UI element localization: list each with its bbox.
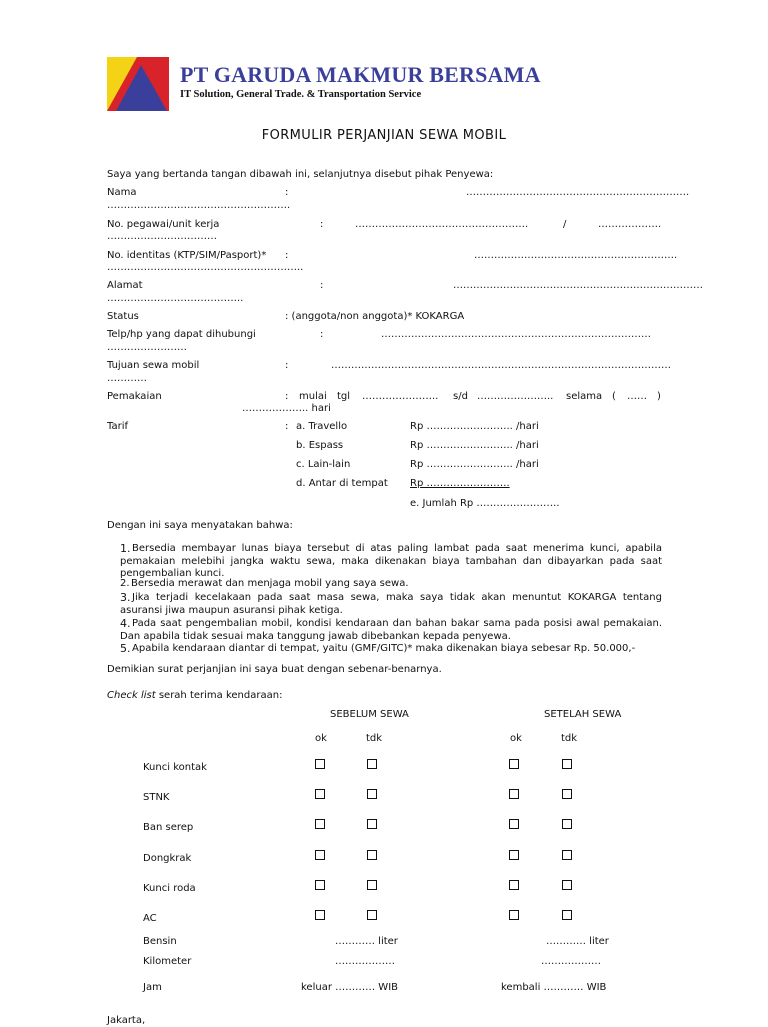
before-ok-checkbox[interactable] [315, 910, 325, 920]
colon: : [285, 187, 289, 198]
jam-after[interactable]: kembali ………… WIB [501, 982, 607, 993]
pemakaian-mulai: mulai [299, 391, 327, 402]
tarif-name: c. Lain-lain [296, 459, 351, 470]
duration-days[interactable]: ……………….. hari [242, 403, 331, 414]
kilometer-after[interactable]: ……………… [541, 956, 601, 967]
nama-input-line-2[interactable]: ………………………………………………. [107, 200, 291, 211]
ok-header: ok [510, 733, 522, 744]
field-label-pegawai: No. pegawai/unit kerja [107, 219, 220, 230]
bensin-after[interactable]: ………… liter [546, 936, 609, 947]
after-tdk-checkbox[interactable] [562, 819, 572, 829]
after-ok-checkbox[interactable] [509, 850, 519, 860]
colon: : [320, 219, 324, 230]
alamat-input-line-2[interactable]: ………………………………….. [107, 293, 244, 304]
kilometer-before[interactable]: ……………… [335, 956, 395, 967]
status-options: : (anggota/non anggota)* KOKARGA [285, 311, 465, 322]
before-tdk-checkbox[interactable] [367, 850, 377, 860]
tujuan-input-line[interactable]: ………………………………………………………………………………………… [331, 360, 671, 371]
checklist-item-label: Ban serep [143, 822, 194, 833]
unit-input-line[interactable]: ………………. [598, 219, 662, 230]
before-tdk-checkbox[interactable] [367, 759, 377, 769]
checklist-item-label: AC [143, 913, 157, 924]
colon: : [285, 421, 289, 432]
statement-item: Bersedia merawat dan menjaga mobil yang saya sewa. [131, 578, 409, 589]
checklist-item-label: Kunci kontak [143, 762, 207, 773]
after-ok-checkbox[interactable] [509, 819, 519, 829]
checklist-label: serah terima kendaraan: [158, 690, 283, 701]
tarif-name: d. Antar di tempat [296, 478, 388, 489]
statement-item: Jika terjadi kecelakaan pada saat masa sewa, maka saya tidak akan menuntut KOKARGA tentang asuransi jiwa maupun asuransi pihak ketiga. [120, 592, 662, 616]
after-ok-checkbox[interactable] [509, 789, 519, 799]
start-date-input[interactable]: ………………….. [362, 391, 439, 402]
end-date-input[interactable]: ………………….. [477, 391, 554, 402]
pegawai-input-line-2[interactable]: …………………………… [107, 231, 217, 242]
tarif-name: b. Espass [296, 440, 344, 451]
field-label-nama: Nama [107, 187, 137, 198]
tarif-price[interactable]: Rp …………………….. /hari [410, 421, 539, 432]
after-ok-checkbox[interactable] [509, 910, 519, 920]
field-label-tarif: Tarif [107, 421, 128, 432]
before-tdk-checkbox[interactable] [367, 789, 377, 799]
tarif-price[interactable]: Rp …………………….. /hari [410, 440, 539, 451]
colon: : [285, 360, 289, 371]
company-logo [107, 57, 169, 111]
colon: : [285, 250, 289, 261]
page-title: FORMULIR PERJANJIAN SEWA MOBIL [261, 128, 507, 143]
tdk-header: tdk [366, 733, 383, 744]
tujuan-input-line-2[interactable]: ………… [107, 373, 147, 384]
bensin-label: Bensin [143, 936, 177, 947]
after-tdk-checkbox[interactable] [562, 789, 572, 799]
duration-input[interactable]: …… [627, 391, 647, 402]
company-name: PT GARUDA MAKMUR BERSAMA [180, 62, 541, 87]
tarif-total[interactable]: e. Jumlah Rp ……………………. [410, 498, 560, 509]
before-tdk-checkbox[interactable] [367, 880, 377, 890]
kilometer-label: Kilometer [143, 956, 192, 967]
field-label-status: Status [107, 311, 139, 322]
after-tdk-checkbox[interactable] [562, 759, 572, 769]
statement-item: Bersedia membayar lunas biaya tersebut di atas paling lambat pada saat menerima kunci, apabila pemakaian melebihi jangka waktu sewa, maka dikenakan biaya tambahan dan dibayarkan pada saat pengembalian kunci. [120, 543, 662, 579]
before-ok-checkbox[interactable] [315, 880, 325, 890]
telp-input-line[interactable]: ……………………………………………………………………… [381, 329, 651, 340]
before-tdk-checkbox[interactable] [367, 910, 377, 920]
before-ok-checkbox[interactable] [315, 850, 325, 860]
list-number: 3. [120, 591, 131, 604]
colon: : [320, 280, 324, 291]
pemakaian-tgl: tgl [337, 391, 351, 402]
field-label-identitas: No. identitas (KTP/SIM/Pasport)* [107, 250, 267, 261]
field-label-tujuan: Tujuan sewa mobil [107, 360, 200, 371]
checklist-item-label: Kunci roda [143, 883, 196, 894]
identitas-input-line-2[interactable]: ………………………………………………….. [107, 262, 304, 273]
field-label-telp: Telp/hp yang dapat dihubungi [107, 329, 256, 340]
before-ok-checkbox[interactable] [315, 759, 325, 769]
jam-label: Jam [143, 982, 162, 993]
after-header: SETELAH SEWA [544, 709, 622, 720]
field-label-alamat: Alamat [107, 280, 143, 291]
ok-header: ok [315, 733, 327, 744]
paren-open: ( [612, 391, 616, 402]
before-tdk-checkbox[interactable] [367, 819, 377, 829]
statement-item: Pada saat pengembalian mobil, kondisi kendaraan dan bahan bakar sama pada posisi awal pemakaian. Dan apabila tidak sesuai maka tanggung jawab dibebankan kepada penyewa. [120, 618, 662, 642]
field-label-pemakaian: Pemakaian [107, 391, 162, 402]
bensin-before[interactable]: ………… liter [335, 936, 398, 947]
before-ok-checkbox[interactable] [315, 789, 325, 799]
pegawai-input-line[interactable]: ……………………………………………. [355, 219, 529, 230]
nama-input-line[interactable]: …………………………………………………………. [466, 187, 690, 198]
tarif-price[interactable]: Rp ……………………. [410, 478, 510, 489]
tdk-header: tdk [561, 733, 578, 744]
checklist-item-label: STNK [143, 792, 170, 803]
list-number: 2. [120, 578, 130, 589]
colon: : [285, 391, 289, 402]
checklist-heading [107, 690, 282, 702]
colon: : [320, 329, 324, 340]
pemakaian-sd: s/d [453, 391, 468, 402]
list-number: 1. [120, 542, 131, 555]
after-ok-checkbox[interactable] [509, 759, 519, 769]
statement-closing: Demikian surat perjanjian ini saya buat dengan sebenar-benarnya. [107, 664, 442, 675]
before-ok-checkbox[interactable] [315, 819, 325, 829]
statement-intro: Dengan ini saya menyatakan bahwa: [107, 520, 293, 531]
tarif-name: a. Travello [296, 421, 348, 432]
pemakaian-selama: selama [566, 391, 603, 402]
telp-input-line-2[interactable]: …………………… [107, 342, 187, 353]
footer-city: Jakarta, [107, 1015, 146, 1026]
after-tdk-checkbox[interactable] [562, 850, 572, 860]
company-tagline: IT Solution, General Trade. & Transportation Service [180, 89, 422, 100]
identitas-input-line[interactable]: ……………………………………………………. [474, 250, 678, 261]
checklist-item-label: Dongkrak [143, 853, 192, 864]
pegawai-slash: / [563, 219, 567, 230]
jam-before[interactable]: keluar ………… WIB [301, 982, 398, 993]
tarif-price[interactable]: Rp …………………….. /hari [410, 459, 539, 470]
after-tdk-checkbox[interactable] [562, 910, 572, 920]
statement-item: Apabila kendaraan diantar di tempat, yaitu (GMF/GITC)* maka dikenakan biaya sebesar Rp. 50.000,- [132, 643, 636, 654]
list-number: 4. [120, 617, 131, 630]
alamat-input-line[interactable]: ………………………………………………………………… [453, 280, 703, 291]
after-ok-checkbox[interactable] [509, 880, 519, 890]
intro-text: Saya yang bertanda tangan dibawah ini, selanjutnya disebut pihak Penyewa: [107, 169, 494, 180]
checklist-label-italic: Check list [107, 690, 156, 701]
before-header: SEBELUM SEWA [330, 709, 409, 720]
after-tdk-checkbox[interactable] [562, 880, 572, 890]
list-number: 5. [120, 642, 131, 655]
paren-close: ) [657, 391, 661, 402]
